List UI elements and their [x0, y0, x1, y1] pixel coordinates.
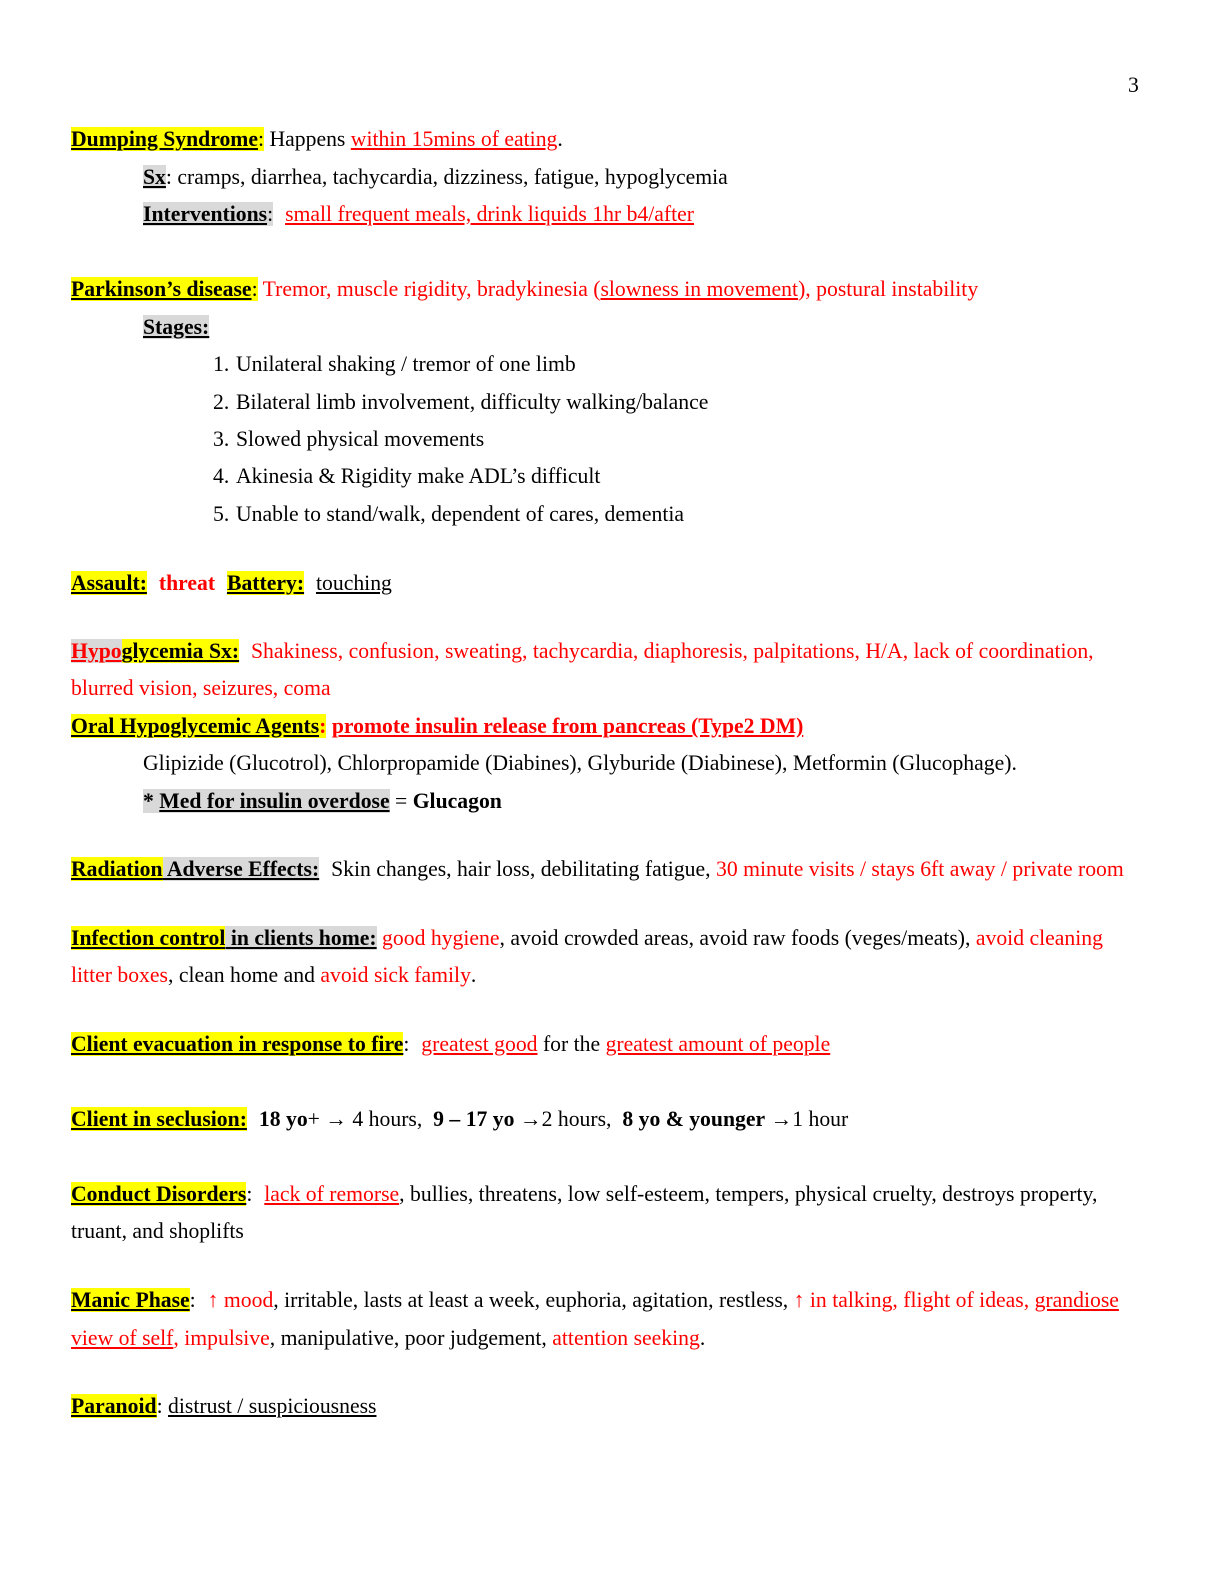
manic-phase-period: .: [699, 1326, 706, 1350]
oral-agents-action: promote insulin release from pancreas (Type2 DM): [331, 714, 804, 738]
interventions-text: small frequent meals, drink liquids 1hr b4/after: [285, 202, 695, 226]
stage-number: 3.: [213, 427, 230, 451]
conduct-disorders-signs-2: truant, and shoplifts: [71, 1219, 244, 1243]
fire-evacuation-for-the: for the: [537, 1032, 606, 1056]
oral-agents-colon: :: [319, 714, 327, 738]
manic-phase-colon: :: [189, 1288, 196, 1312]
fire-evacuation-heading: Client evacuation in response to fire: [71, 1032, 404, 1056]
infection-control-avoid: , avoid crowded areas, avoid raw foods (veges/meats),: [499, 926, 976, 950]
dumping-syndrome-lead: Happens: [264, 127, 351, 151]
stage-number: 5.: [213, 502, 230, 526]
manic-phase-view-of-self: view of self: [71, 1326, 174, 1350]
hypoglycemia-line-2: [71, 676, 331, 700]
seclusion-child-age: 8 yo & younger: [622, 1107, 766, 1131]
conduct-disorders-colon: :: [246, 1182, 253, 1206]
hypoglycemia-heading-a: Hypo: [71, 639, 122, 663]
parkinsons-colon: :: [251, 277, 258, 301]
overdose-med: Glucagon: [412, 789, 502, 813]
overdose-equals: =: [389, 789, 413, 813]
seclusion-line: [71, 1107, 848, 1131]
conduct-disorders-line: [71, 1182, 1097, 1206]
stages-label-line: [143, 315, 209, 339]
seclusion-heading: Client in seclusion:: [71, 1107, 247, 1131]
manic-phase-line-2: [71, 1326, 705, 1350]
manic-phase-grandiose: grandiose: [1034, 1288, 1119, 1312]
infection-control-clean-home: , clean home and: [167, 963, 321, 987]
sx-text: : cramps, diarrhea, tachycardia, dizziness, fatigue, hypoglycemia: [165, 165, 728, 189]
interventions-label: Interventions: [143, 202, 268, 226]
oral-agents-drugs-line: [143, 751, 1017, 775]
hypoglycemia-symptoms-1: Shakiness, confusion, sweating, tachycardia, diaphoresis, palpitations, H/A, lack of coordination,: [251, 639, 1094, 663]
parkinsons-symptoms-b: slowness in movement: [600, 277, 799, 301]
manic-phase-heading: Manic Phase: [71, 1288, 190, 1312]
dumping-syndrome-period: .: [557, 127, 563, 151]
insulin-overdose-line: [143, 789, 502, 813]
seclusion-adult-limit: + → 4 hours,: [307, 1107, 434, 1131]
oral-agents-heading: Oral Hypoglycemic Agents: [71, 714, 320, 738]
stage-text: Slowed physical movements: [236, 427, 485, 451]
overdose-label: Med for insulin overdose: [159, 789, 390, 813]
parkinsons-heading: Parkinson’s disease: [71, 277, 252, 301]
hypoglycemia-line: [71, 639, 1094, 663]
radiation-precautions: 30 minute visits / stays 6ft away / private room: [715, 857, 1124, 881]
stage-text: Unilateral shaking / tremor of one limb: [236, 352, 576, 376]
stage-text: Akinesia & Rigidity make ADL’s difficult: [236, 464, 601, 488]
infection-control-line-2: [71, 963, 476, 987]
manic-phase-talking: ↑ in talking, flight of ideas,: [793, 1288, 1035, 1312]
infection-control-period: .: [470, 963, 477, 987]
hypoglycemia-symptoms-2: blurred vision, seizures, coma: [71, 676, 331, 700]
stage-number: 4.: [213, 464, 230, 488]
conduct-disorders-remorse: lack of remorse: [264, 1182, 400, 1206]
stage-item: [213, 352, 576, 376]
infection-control-hygiene: good hygiene: [376, 926, 500, 950]
radiation-line: [71, 857, 1124, 881]
stage-item: [213, 464, 600, 488]
manic-phase-attention-seeking: attention seeking: [552, 1326, 700, 1350]
dumping-syndrome-colon: :: [258, 127, 265, 151]
manic-phase-manipulative: , manipulative, poor judgement,: [269, 1326, 553, 1350]
seclusion-child-limit: →1 hour: [765, 1107, 849, 1131]
page-number: 3: [1128, 73, 1139, 97]
oral-agents-line: [71, 714, 803, 738]
fire-evacuation-line: [71, 1032, 830, 1056]
stage-text: Bilateral limb involvement, difficulty walking/balance: [236, 390, 709, 414]
stages-label: Stages:: [143, 315, 210, 339]
manic-phase-signs: , irritable, lasts at least a week, euphoria, agitation, restless,: [273, 1288, 794, 1312]
infection-control-heading-a: Infection control: [71, 926, 226, 950]
stage-number: 2.: [213, 390, 230, 414]
assault-label: Assault:: [71, 571, 147, 595]
stage-item: [213, 390, 708, 414]
parkinsons-symptoms-c: ), postural instability: [798, 277, 979, 301]
seclusion-adult-age: 18 yo: [258, 1107, 308, 1131]
battery-label: Battery:: [226, 571, 305, 595]
dumping-syndrome-onset: within 15mins of eating: [350, 127, 558, 151]
overdose-star: *: [143, 789, 160, 813]
dumping-syndrome-heading: Dumping Syndrome: [71, 127, 259, 151]
radiation-heading-a: Radiation: [71, 857, 163, 881]
stage-text: Unable to stand/walk, dependent of cares, dementia: [236, 502, 685, 526]
paranoid-heading: Paranoid: [71, 1394, 157, 1418]
fire-evacuation-greatest-amount: greatest amount of people: [605, 1032, 831, 1056]
conduct-disorders-heading: Conduct Disorders: [71, 1182, 247, 1206]
dumping-syndrome-line: [71, 127, 563, 151]
manic-phase-line: [71, 1288, 1119, 1312]
radiation-heading-b: Adverse Effects:: [162, 857, 320, 881]
sx-label: Sx: [143, 165, 166, 189]
infection-control-heading-b: in clients home:: [225, 926, 377, 950]
manic-phase-impulsive: , impulsive: [173, 1326, 270, 1350]
oral-agents-drugs: Glipizide (Glucotrol), Chlorpropamide (Diabines), Glyburide (Diabinese), Metformin (Glucophage).: [143, 751, 1017, 775]
fire-evacuation-colon: :: [403, 1032, 410, 1056]
stage-item: [213, 427, 484, 451]
conduct-disorders-signs: , bullies, threatens, low self-esteem, tempers, physical cruelty, destroys property,: [399, 1182, 1098, 1206]
hypoglycemia-heading-b: glycemia Sx:: [121, 639, 240, 663]
dumping-syndrome-sx-line: [143, 165, 728, 189]
radiation-effects: Skin changes, hair loss, debilitating fatigue,: [331, 857, 716, 881]
fire-evacuation-greatest-good: greatest good: [421, 1032, 538, 1056]
parkinsons-line: [71, 277, 978, 301]
infection-control-litter: litter boxes: [71, 963, 168, 987]
dumping-syndrome-interventions-line: [143, 202, 694, 226]
assault-battery-line: [71, 571, 392, 595]
infection-control-cleaning: avoid cleaning: [975, 926, 1103, 950]
stage-item: [213, 502, 684, 526]
parkinsons-symptoms-a: Tremor, muscle rigidity, bradykinesia (: [257, 277, 601, 301]
interventions-colon: :: [267, 202, 274, 226]
battery-text: touching: [315, 571, 392, 595]
assault-text: threat: [158, 571, 216, 595]
paranoid-line: [71, 1394, 376, 1418]
infection-control-line: [71, 926, 1103, 950]
paranoid-definition: distrust / suspiciousness: [168, 1394, 377, 1418]
conduct-disorders-line-2: [71, 1219, 244, 1243]
paranoid-colon: :: [156, 1394, 163, 1418]
seclusion-teen-age: 9 – 17 yo: [433, 1107, 515, 1131]
manic-phase-mood: ↑ mood: [207, 1288, 274, 1312]
seclusion-teen-limit: →2 hours,: [514, 1107, 623, 1131]
stage-number: 1.: [213, 352, 230, 376]
infection-control-sick-family: avoid sick family: [320, 963, 471, 987]
